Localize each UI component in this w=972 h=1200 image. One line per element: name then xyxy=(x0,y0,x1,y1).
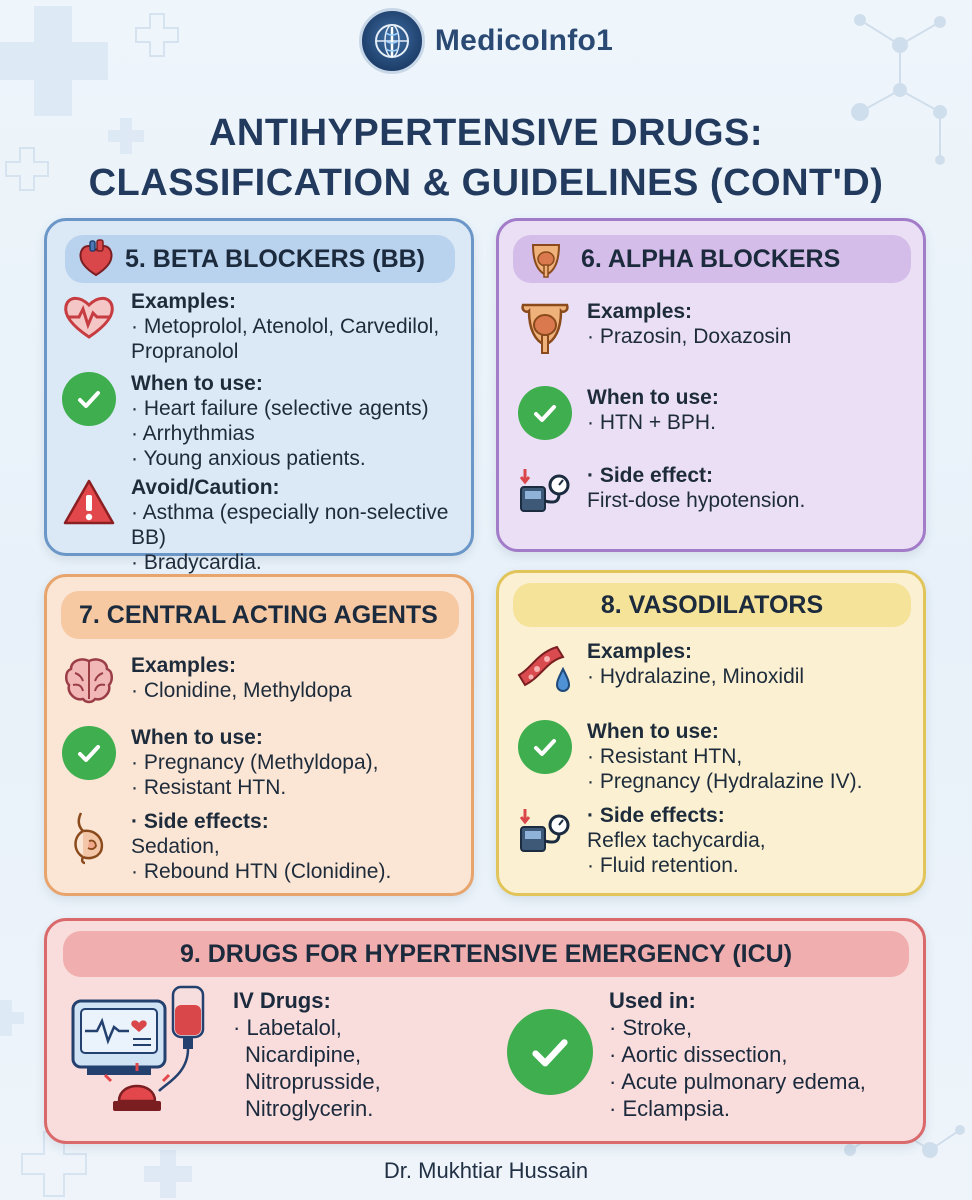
brand-header xyxy=(0,8,972,74)
use-line: · Heart failure (selective agents) xyxy=(131,397,429,420)
side-effect-row xyxy=(61,809,391,884)
avoid-label: Avoid/Caution: xyxy=(131,476,280,499)
page-title xyxy=(0,108,972,208)
check-icon-wrap xyxy=(61,371,117,427)
check-icon-wrap xyxy=(517,385,573,441)
avoid-line: · Bradycardia. xyxy=(131,551,262,574)
card-header xyxy=(513,235,911,283)
card-beta-blockers xyxy=(44,218,474,574)
blood-pressure-icon xyxy=(517,803,573,859)
check-icon xyxy=(518,720,572,774)
check-icon-wrap xyxy=(517,719,573,775)
card-title: 9. DRUGS FOR HYPERTENSIVE EMERGENCY (ICU) xyxy=(179,939,793,968)
used-in-item: · Eclampsia. xyxy=(609,1096,731,1121)
iv-drug-item: Nitroglycerin. xyxy=(245,1096,374,1121)
use-line: · Arrhythmias xyxy=(131,422,255,445)
examples-line: · Metoprolol, Atenolol, Carvedilol, xyxy=(131,315,440,338)
use-label: When to use: xyxy=(131,372,263,395)
when-to-use-row xyxy=(61,371,429,471)
card-header xyxy=(61,591,459,639)
side-effect-label: · Side effects: xyxy=(131,810,269,833)
side-effect-line: · Fluid retention. xyxy=(587,854,739,877)
card-title: 7. CENTRAL ACTING AGENTS xyxy=(79,600,438,629)
check-icon xyxy=(518,386,572,440)
globe-caduceus-icon xyxy=(370,19,414,63)
avoid-row xyxy=(61,475,471,575)
use-line: · Young anxious patients. xyxy=(131,447,366,470)
card-title: 5. BETA BLOCKERS (BB) xyxy=(125,244,425,273)
examples-label: Examples: xyxy=(587,300,693,323)
side-effect-label: · Side effects: xyxy=(587,804,725,827)
check-icon-wrap xyxy=(61,725,117,781)
heart-pulse-icon xyxy=(61,289,117,345)
heart-anatomy-icon xyxy=(77,239,115,279)
card-header xyxy=(65,235,455,283)
used-in-item: · Stroke, xyxy=(609,1015,693,1040)
examples-row xyxy=(517,299,791,355)
use-label: When to use: xyxy=(131,726,263,749)
used-in-item: · Acute pulmonary edema, xyxy=(609,1069,866,1094)
pregnancy-icon xyxy=(61,809,117,865)
use-label: When to use: xyxy=(587,720,719,743)
card-header xyxy=(63,931,909,977)
when-to-use-row xyxy=(517,385,719,441)
examples-line: · Hydralazine, Minoxidil xyxy=(587,665,805,688)
card-title: 8. VASODILATORS xyxy=(600,590,824,619)
brand-name: MedicoInfo1 xyxy=(434,24,614,57)
examples-row xyxy=(61,653,352,709)
brain-icon xyxy=(61,653,117,709)
prostate-icon xyxy=(517,299,573,355)
card-vasodilators xyxy=(496,570,926,896)
author-credit: Dr. Mukhtiar Hussain xyxy=(383,1158,589,1183)
side-effect-line: Sedation, xyxy=(131,835,220,858)
card-header xyxy=(513,583,911,627)
examples-row xyxy=(517,639,804,695)
avoid-line: · Asthma (especially non-selective BB) xyxy=(131,501,449,549)
examples-line: · Prazosin, Doxazosin xyxy=(587,325,792,348)
use-line: · Pregnancy (Methyldopa), xyxy=(131,751,379,774)
monitor-icon xyxy=(73,1001,165,1075)
examples-line: · Clonidine, Methyldopa xyxy=(131,679,352,702)
card-title: 6. ALPHA BLOCKERS xyxy=(581,244,841,273)
use-line: · Pregnancy (Hydralazine IV). xyxy=(587,770,863,793)
title-line-2: CLASSIFICATION & GUIDELINES (CONT'D) xyxy=(88,162,884,204)
card-alpha-blockers xyxy=(496,218,926,552)
prostate-icon xyxy=(527,239,565,279)
check-icon xyxy=(62,726,116,780)
examples-row xyxy=(61,289,439,364)
blood-vessel-icon xyxy=(517,639,573,695)
warning-icon xyxy=(61,475,117,531)
brand-logo xyxy=(359,8,425,74)
used-in-label: Used in: xyxy=(609,988,696,1013)
side-effect-row xyxy=(517,803,766,878)
examples-label: Examples: xyxy=(131,654,237,677)
examples-label: Examples: xyxy=(587,640,693,663)
check-icon xyxy=(507,1009,593,1095)
when-to-use-row xyxy=(61,725,378,800)
iv-drugs-label: IV Drugs: xyxy=(233,988,331,1013)
card-hypertensive-emergency xyxy=(44,918,926,1144)
side-effect-line: · Rebound HTN (Clonidine). xyxy=(131,860,392,883)
when-to-use-row xyxy=(517,719,862,794)
side-effect-line: Reflex tachycardia, xyxy=(587,829,766,852)
icu-equipment-illustration xyxy=(67,983,217,1123)
iv-drug-item: · Labetalol, xyxy=(233,1015,342,1040)
title-line-1: ANTIHYPERTENSIVE DRUGS: xyxy=(208,112,764,154)
examples-label: Examples: xyxy=(131,290,237,313)
check-icon xyxy=(62,372,116,426)
use-label: When to use: xyxy=(587,386,719,409)
used-in-item: · Aortic dissection, xyxy=(609,1042,788,1067)
card-central-acting-agents xyxy=(44,574,474,896)
side-effect-row xyxy=(517,463,805,519)
use-line: · Resistant HTN, xyxy=(587,745,743,768)
iv-drug-item: Nicardipine, xyxy=(245,1042,362,1067)
side-effect-line: First-dose hypotension. xyxy=(587,489,806,512)
examples-line: Propranolol xyxy=(131,340,239,363)
iv-drugs-list xyxy=(233,987,381,1122)
use-line: · HTN + BPH. xyxy=(587,411,716,434)
used-in-list xyxy=(609,987,866,1122)
use-line: · Resistant HTN. xyxy=(131,776,287,799)
blood-pressure-icon xyxy=(517,463,573,519)
side-effect-label: · Side effect: xyxy=(587,464,714,487)
iv-drug-item: Nitroprusside, xyxy=(245,1069,381,1094)
